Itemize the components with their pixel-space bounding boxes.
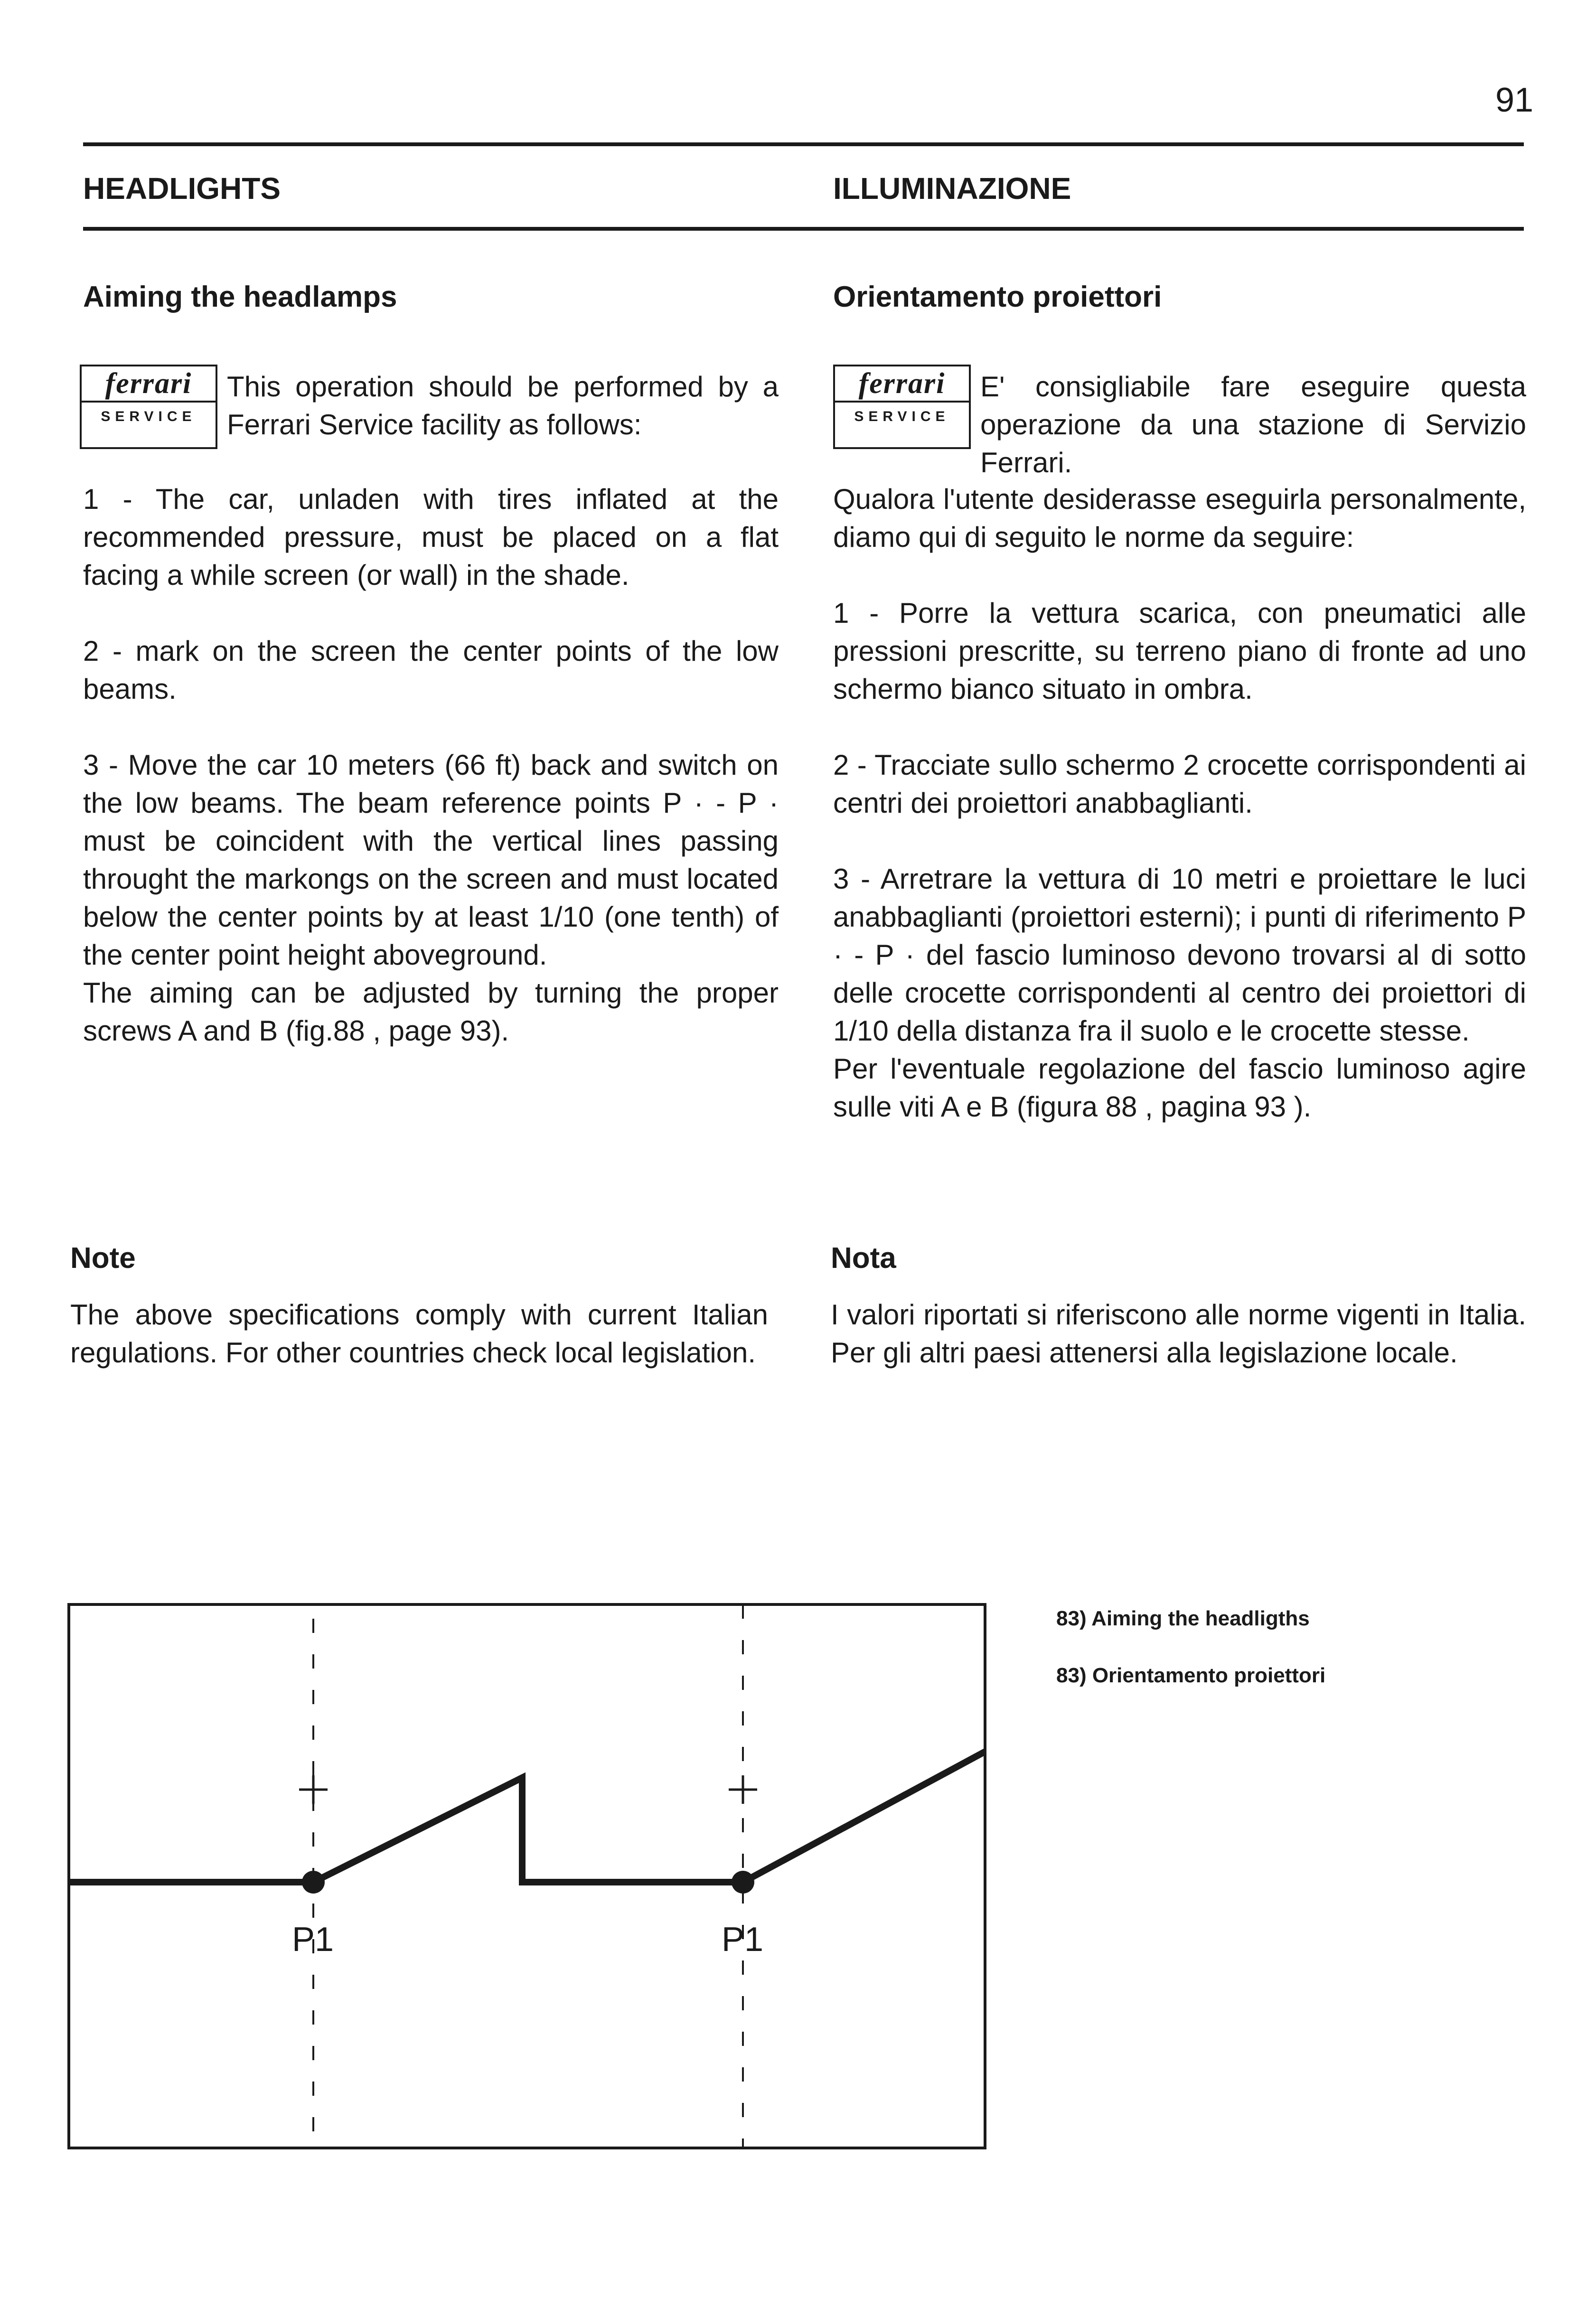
subsection-title-en: Aiming the headlamps [83, 281, 397, 313]
step-3-en: 3 - Move the car 10 meters (66 ft) back and switch on the low beams. The beam reference points P · - P · must be coincident with the vertical lines passing throught the markongs on the screen and must located below the center points by at least 1/10 (one tenth) of the center point height aboveground. [83, 749, 779, 971]
intro-en: This operation should be performed by a Ferrari Service facility as follows: [227, 371, 779, 441]
adjust-it: Per l'eventuale regolazione del fascio luminoso agire sulle viti A e B (figura 88 , pagina 93 ). [833, 1053, 1526, 1123]
reference-point-left [302, 1871, 325, 1894]
intro2-it: Qualora l'utente desiderasse eseguirla personalmente, diamo qui di seguito le norme da seguire: [833, 483, 1526, 553]
screen-frame [69, 1604, 985, 2148]
step-2-en: 2 - mark on the screen the center points of the low beams. [83, 635, 779, 705]
step-2-it: 2 - Tracciate sullo schermo 2 crocette corrispondenti ai centri dei proiettori anabbaglianti. [833, 749, 1526, 819]
ferrari-service-logo-it: ferrari SERVICE [833, 365, 971, 449]
aiming-diagram [66, 1590, 997, 2160]
steps-it [833, 480, 1526, 1126]
reference-point-right [732, 1871, 754, 1894]
section-title-it: ILLUMINAZIONE [833, 171, 1071, 206]
step-3-it: 3 - Arretrare la vettura di 10 metri e proiettare le luci anabbaglianti (proiettori esterni); i punti di riferimento P · - P · del fascio luminoso devono trovarsi al di sotto delle crocette corrispondenti al centro dei proiettori di 1/10 della distanza fra il suolo e le crocette stesse. [833, 863, 1526, 1047]
adjust-en: The aiming can be adjusted by turning the proper screws A and B (fig.88 , page 93). [83, 977, 779, 1047]
center-cross-right [729, 1775, 757, 1804]
point-label-right: P1 [722, 1921, 764, 1959]
figure-caption-it: 83) Orientamento proiettori [1056, 1664, 1326, 1687]
header-bottom-rule [83, 227, 1524, 231]
point-label-left: P1 [292, 1921, 334, 1959]
note-text-it: I valori riportati si riferiscono alle norme vigenti in Italia. Per gli altri paesi attenersi alla legislazione locale. [831, 1299, 1526, 1369]
intro-it: E' consigliabile fare eseguire questa operazione da una stazione di Servizio Ferrari. [980, 371, 1526, 478]
step-1-it: 1 - Porre la vettura scarica, con pneumatici alle pressioni prescritte, su terreno piano di fronte ad uno schermo bianco situato in ombra. [833, 597, 1526, 705]
center-cross-left [299, 1775, 328, 1804]
ferrari-service-logo: ferrari SERVICE [80, 365, 217, 449]
figure-caption-en: 83) Aiming the headligths [1056, 1607, 1310, 1630]
beam-cutoff-line [69, 1752, 985, 1882]
subsection-title-it: Orientamento proiettori [833, 281, 1162, 313]
steps-en [83, 480, 779, 1050]
step-1-en: 1 - The car, unladen with tires inflated at the recommended pressure, must be placed on a flat facing a while screen (or wall) in the shade. [83, 483, 779, 591]
note-title-en: Note [70, 1242, 136, 1275]
page-number: 91 [1495, 81, 1534, 119]
note-title-it: Nota [831, 1242, 896, 1275]
section-title-en: HEADLIGHTS [83, 171, 281, 206]
note-text-en: The above specifications comply with current Italian regulations. For other countries check local legislation. [70, 1299, 768, 1369]
top-rule [83, 142, 1524, 146]
